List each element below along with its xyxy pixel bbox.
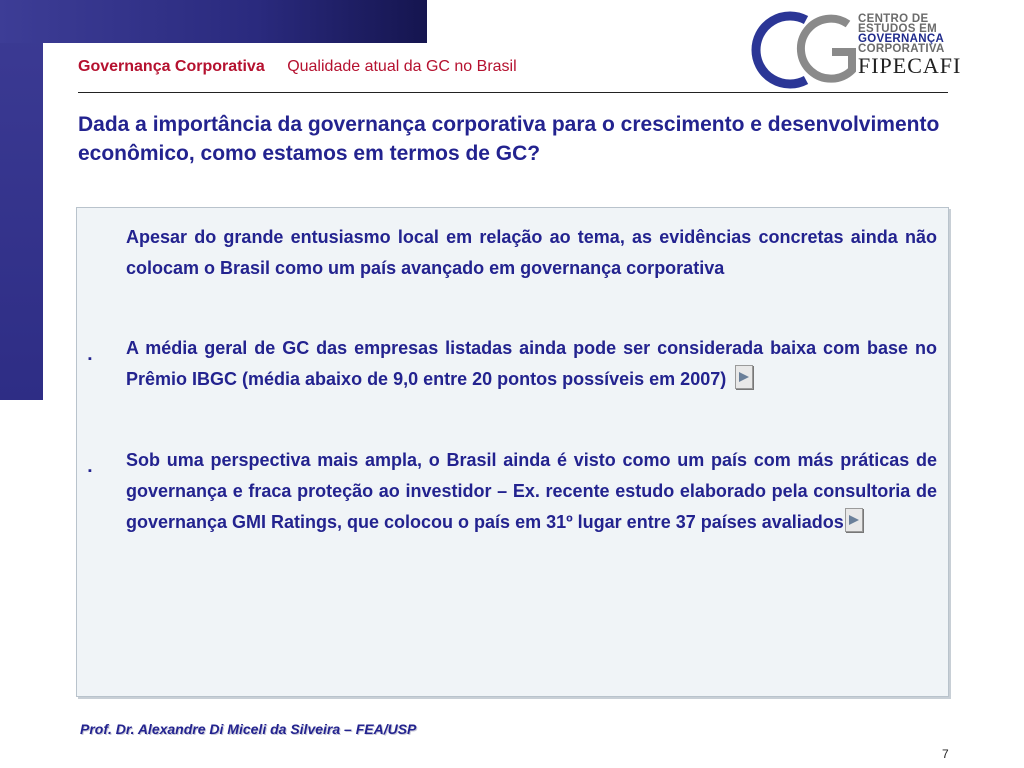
logo-line-3: GOVERNANÇA <box>858 33 945 45</box>
footer-author: Prof. Dr. Alexandre Di Miceli da Silveira – FEA/USP <box>80 721 417 737</box>
section-title: Governança Corporativa <box>78 58 265 75</box>
slide-subtitle: Qualidade atual da GC no Brasil <box>287 58 517 75</box>
play-arrow-icon[interactable] <box>845 508 863 532</box>
bullet-text: A média geral de GC das empresas listadas ainda pode ser considerada baixa com base no Prêmio IBGC (média abaixo de 9,0 entre 20 pontos possíveis em 2007) <box>126 338 937 389</box>
logo-text <box>858 14 961 78</box>
page-number: 7 <box>942 747 949 761</box>
slide-header <box>78 58 517 76</box>
list-item <box>88 333 937 395</box>
left-accent-bar <box>0 0 43 400</box>
header-divider <box>78 92 948 93</box>
logo-line-2: ESTUDOS EM <box>858 23 938 35</box>
list-item <box>88 445 937 538</box>
logo-fipecafi: FIPECAFI <box>858 53 962 78</box>
slide-title: Dada a importância da governança corporativa para o crescimento e desenvolvimento econômico, como estamos em termos de GC? <box>78 113 940 165</box>
content-box <box>76 207 949 697</box>
intro-paragraph: Apesar do grande entusiasmo local em relação ao tema, as evidências concretas ainda não colocam o Brasil como um país avançado em governança corporativa <box>126 227 937 278</box>
bullet-text: Sob uma perspectiva mais ampla, o Brasil ainda é visto como um país com más práticas de governança e fraca proteção ao investidor – Ex. recente estudo elaborado pela consultoria de governança GMI Ratings, que colocou o país em 31º lugar entre 37 países avaliados <box>126 450 937 532</box>
logo-line-4: CORPORATIVA <box>858 43 945 55</box>
logo-line-1: CENTRO DE <box>858 13 929 25</box>
bullet-marker: ▪ <box>88 353 92 365</box>
top-accent-bar <box>0 0 427 43</box>
play-arrow-icon[interactable] <box>735 365 753 389</box>
bullet-marker: ▪ <box>88 465 92 477</box>
